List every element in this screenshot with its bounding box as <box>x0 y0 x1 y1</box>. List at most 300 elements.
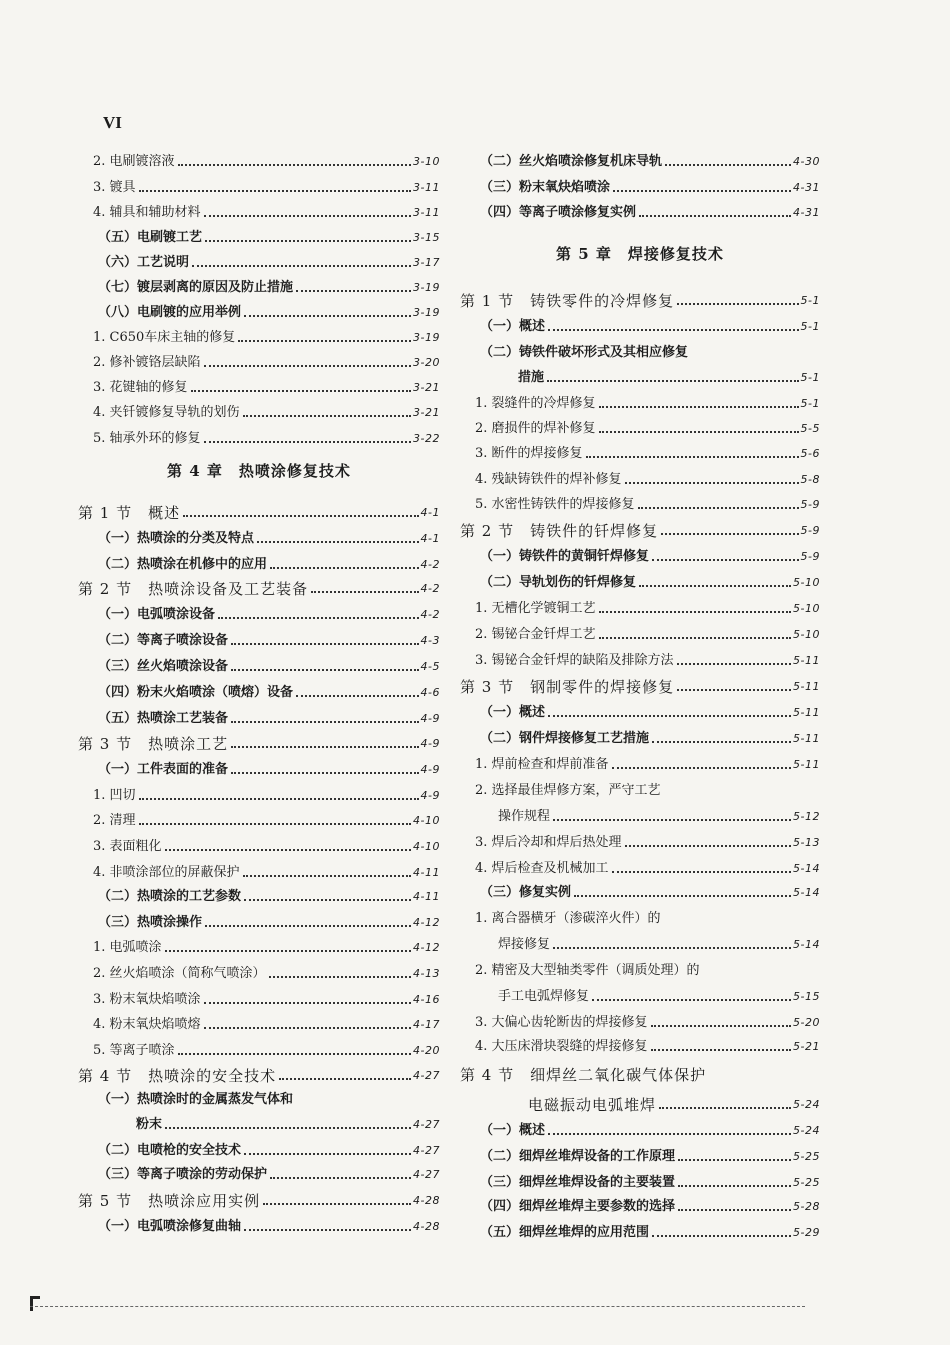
dot-leader <box>204 1002 411 1004</box>
toc-page-number: 5-20 <box>793 1016 820 1029</box>
toc-entry[interactable] <box>460 778 820 800</box>
toc-entry[interactable] <box>460 804 820 826</box>
dot-leader <box>165 950 411 952</box>
dot-leader <box>178 164 411 166</box>
toc-page-number: 4-31 <box>793 181 820 194</box>
toc-section-entry[interactable] <box>78 1063 440 1085</box>
toc-page-number: 5-12 <box>793 810 820 823</box>
dot-leader <box>586 456 799 458</box>
dot-leader <box>263 1203 411 1205</box>
dot-leader <box>231 643 419 645</box>
toc-entry[interactable] <box>78 1138 440 1160</box>
dot-leader <box>678 1159 791 1161</box>
toc-entry[interactable] <box>78 706 440 728</box>
toc-page-number: 5-9 <box>800 498 820 511</box>
toc-entry[interactable] <box>78 1038 440 1060</box>
dot-leader <box>244 1153 411 1155</box>
dot-leader <box>218 617 419 619</box>
toc-page-number: 5-25 <box>793 1150 820 1163</box>
toc-page-number: 4-28 <box>413 1194 440 1207</box>
toc-page-number: 5-28 <box>793 1200 820 1213</box>
toc-entry-title: 1. 电弧喷涂 <box>93 940 162 955</box>
dot-leader <box>243 415 411 417</box>
dot-leader <box>665 164 791 166</box>
toc-entry-title: （二）钢件焊接修复工艺措施 <box>480 731 650 746</box>
toc-page-number: 4-10 <box>413 814 440 827</box>
toc-page-number: 4-11 <box>413 866 440 879</box>
toc-entry-title: （二）丝火焰喷涂修复机床导轨 <box>480 154 663 169</box>
toc-page-number: 4-6 <box>420 686 440 699</box>
toc-entry-title: 3. 锡铋合金钎焊的缺陷及排除方法 <box>475 653 674 668</box>
toc-entry[interactable] <box>460 984 820 1006</box>
toc-page-number: 4-27 <box>413 1144 440 1157</box>
toc-entry[interactable] <box>78 200 440 222</box>
dot-leader <box>638 507 799 509</box>
toc-entry[interactable] <box>78 1214 440 1236</box>
toc-entry[interactable] <box>78 149 440 171</box>
toc-entry-title: 3. 花键轴的修复 <box>93 380 188 395</box>
dot-leader <box>270 1177 411 1179</box>
toc-entry[interactable] <box>78 526 440 548</box>
toc-page-number: 4-11 <box>413 890 440 903</box>
footer-rule <box>30 1306 805 1307</box>
dot-leader <box>625 482 799 484</box>
dot-leader <box>652 1235 791 1237</box>
toc-page-number: 4-2 <box>420 608 440 621</box>
toc-entry[interactable] <box>78 680 440 702</box>
toc-entry-title: 4. 焊后检查及机械加工 <box>475 861 609 876</box>
toc-entry-title: 第 2 节 铸铁件的钎焊修复 <box>460 522 659 540</box>
dot-leader <box>678 1185 791 1187</box>
dot-leader <box>204 1027 411 1029</box>
dot-leader <box>613 190 791 192</box>
toc-entry[interactable] <box>460 467 820 489</box>
dot-leader <box>231 772 419 774</box>
toc-entry-title: 5. 水密性铸铁件的焊接修复 <box>475 497 635 512</box>
toc-page-number: 4-9 <box>420 712 440 725</box>
dot-leader <box>191 390 411 392</box>
toc-entry[interactable] <box>460 906 820 928</box>
toc-entry[interactable] <box>460 441 820 463</box>
toc-page-number: 5-24 <box>793 1098 820 1111</box>
toc-page-number: 4-2 <box>420 558 440 571</box>
toc-page-number: 5-9 <box>800 550 820 563</box>
dot-leader <box>238 340 411 342</box>
toc-page-number: 4-30 <box>793 155 820 168</box>
toc-entry-title: 1. 离合器横牙（渗碳淬火件）的 <box>475 911 661 926</box>
dot-leader <box>231 669 419 671</box>
toc-entry[interactable] <box>460 570 820 592</box>
toc-entry[interactable] <box>78 783 440 805</box>
toc-page-number: 3-20 <box>413 356 440 369</box>
toc-page-number: 4-16 <box>413 993 440 1006</box>
toc-page-number: 5-21 <box>793 1040 820 1053</box>
toc-page-number: 5-14 <box>793 886 820 899</box>
toc-page-number: 5-10 <box>793 602 820 615</box>
toc-entry-title: （一）热喷涂时的金属蒸发气体和 <box>98 1092 294 1107</box>
dot-leader <box>270 567 419 569</box>
toc-entry[interactable] <box>460 932 820 954</box>
toc-entry[interactable] <box>460 1118 820 1140</box>
toc-page-number: 5-1 <box>800 294 820 307</box>
toc-entry-title: 3. 表面粗化 <box>93 839 162 854</box>
toc-entry-title: 第 4 节 细焊丝二氧化碳气体保护 <box>460 1066 707 1084</box>
toc-page-number: 4-12 <box>413 941 440 954</box>
toc-page-number: 3-19 <box>413 331 440 344</box>
toc-page-number: 3-19 <box>413 281 440 294</box>
toc-section-entry[interactable] <box>460 288 820 310</box>
dot-leader <box>599 431 799 433</box>
toc-entry-title: （一）电弧喷涂设备 <box>98 607 216 622</box>
toc-entry[interactable] <box>460 416 820 438</box>
toc-entry-title: （三）粉末氧炔焰喷涂 <box>480 180 611 195</box>
dot-leader <box>139 798 419 800</box>
toc-page-number: 4-5 <box>420 660 440 673</box>
toc-entry[interactable] <box>78 350 440 372</box>
toc-page-number: 4-10 <box>413 840 440 853</box>
toc-page-number: 4-27 <box>413 1118 440 1131</box>
toc-page-number: 5-1 <box>800 320 820 333</box>
toc-entry-title: 2. 磨损件的焊补修复 <box>475 421 596 436</box>
dot-leader <box>204 441 411 443</box>
toc-entry[interactable] <box>460 1220 820 1242</box>
dot-leader <box>139 823 411 825</box>
toc-entry-title: 3. 断件的焊接修复 <box>475 446 583 461</box>
toc-page-number: 4-1 <box>420 532 440 545</box>
toc-entry-title: 第 2 节 热喷涂设备及工艺装备 <box>78 580 309 598</box>
toc-page-number: 5-11 <box>793 654 820 667</box>
toc-entry-title: （四）细焊丝堆焊主要参数的选择 <box>480 1199 676 1214</box>
toc-section-entry[interactable] <box>460 1062 820 1084</box>
toc-page-number: 5-29 <box>793 1226 820 1239</box>
toc-page-number: 3-21 <box>413 381 440 394</box>
toc-entry-title: 4. 残缺铸铁件的焊补修复 <box>475 472 622 487</box>
toc-page-number: 4-3 <box>420 634 440 647</box>
dot-leader <box>678 1209 791 1211</box>
toc-entry-title: （二）铸铁件破坏形式及其相应修复 <box>480 345 689 360</box>
toc-entry-title: 1. 无槽化学镀铜工艺 <box>475 601 596 616</box>
toc-entry[interactable] <box>460 340 820 362</box>
toc-entry-title: 1. 裂缝件的冷焊修复 <box>475 396 596 411</box>
toc-entry-title: 2. 丝火焰喷涂（简称气喷涂） <box>93 966 266 981</box>
dot-leader <box>205 925 411 927</box>
toc-entry[interactable] <box>78 884 440 906</box>
dot-leader <box>204 365 411 367</box>
dot-leader <box>178 1053 411 1055</box>
toc-entry-title: （二）导轨划伤的钎焊修复 <box>480 575 637 590</box>
toc-section-entry[interactable] <box>460 518 820 540</box>
toc-entry-title: 5. 轴承外环的修复 <box>93 431 201 446</box>
toc-entry-title: （七）镀层剥离的原因及防止措施 <box>98 280 294 295</box>
toc-entry[interactable] <box>460 958 820 980</box>
dot-leader <box>599 406 799 408</box>
toc-section-entry[interactable] <box>78 576 440 598</box>
toc-entry-title: （八）电刷镀的应用举例 <box>98 305 242 320</box>
toc-entry[interactable] <box>460 175 820 197</box>
dot-leader <box>244 1229 411 1231</box>
toc-page-number: 4-12 <box>413 916 440 929</box>
toc-entry-title: （一）铸铁件的黄铜钎焊修复 <box>480 549 650 564</box>
toc-entry[interactable] <box>460 1034 820 1056</box>
toc-entry-title: 2. 锡铋合金钎焊工艺 <box>475 627 596 642</box>
dot-leader <box>205 240 411 242</box>
dot-leader <box>677 663 791 665</box>
page-number: VI <box>103 113 122 132</box>
toc-page-number: 4-27 <box>413 1168 440 1181</box>
dot-leader <box>548 1133 791 1135</box>
toc-entry-title: 电磁振动电弧堆焊 <box>528 1096 657 1114</box>
toc-entry[interactable] <box>460 314 820 336</box>
toc-entry-title: （一）概述 <box>480 705 546 720</box>
toc-section-entry[interactable] <box>460 674 820 696</box>
toc-entry[interactable] <box>460 856 820 878</box>
toc-entry[interactable] <box>460 200 820 222</box>
toc-page-number: 5-9 <box>800 524 820 537</box>
toc-entry[interactable] <box>460 391 820 413</box>
toc-page-number: 4-31 <box>793 206 820 219</box>
dot-leader <box>548 715 791 717</box>
dot-leader <box>574 895 791 897</box>
toc-entry[interactable] <box>78 1162 440 1184</box>
dot-leader <box>652 741 791 743</box>
dot-leader <box>592 999 791 1001</box>
chapter-heading: 第 5 章 焊接修复技术 <box>556 245 724 263</box>
toc-entry[interactable] <box>460 1170 820 1192</box>
toc-entry[interactable] <box>78 757 440 779</box>
toc-page-number: 3-19 <box>413 306 440 319</box>
toc-page-number: 5-5 <box>800 422 820 435</box>
chapter-heading: 第 4 章 热喷涂修复技术 <box>167 462 351 480</box>
toc-entry[interactable] <box>78 860 440 882</box>
dot-leader <box>192 265 411 267</box>
toc-entry-title: （三）细焊丝堆焊设备的主要装置 <box>480 1175 676 1190</box>
toc-entry-title: 2. 选择最佳焊修方案，严守工艺 <box>475 783 661 798</box>
toc-page-number: 5-13 <box>793 836 820 849</box>
toc-entry-title: （二）等离子喷涂设备 <box>98 633 229 648</box>
toc-entry[interactable] <box>78 552 440 574</box>
toc-entry-title: （四）粉末火焰喷涂（喷熔）设备 <box>98 685 294 700</box>
dot-leader <box>548 329 799 331</box>
toc-page-number: 5-6 <box>800 447 820 460</box>
toc-page-number: 5-25 <box>793 1176 820 1189</box>
dot-leader <box>257 541 419 543</box>
toc-entry-title: （三）修复实例 <box>480 885 572 900</box>
dot-leader <box>599 611 791 613</box>
toc-entry-title: 焊接修复 <box>498 937 551 952</box>
toc-entry-title: （五）细焊丝堆焊的应用范围 <box>480 1225 650 1240</box>
dot-leader <box>651 1025 791 1027</box>
toc-entry-title: 3. 镀具 <box>93 180 136 195</box>
toc-page-number: 4-1 <box>420 506 440 519</box>
toc-entry[interactable] <box>460 149 820 171</box>
toc-page-number: 5-11 <box>793 732 820 745</box>
toc-entry-title: （一）电弧喷涂修复曲轴 <box>98 1219 242 1234</box>
toc-page-number: 4-28 <box>413 1220 440 1233</box>
toc-entry-title: （五）电刷镀工艺 <box>98 230 203 245</box>
dot-leader <box>296 290 411 292</box>
toc-entry-title: （四）等离子喷涂修复实例 <box>480 205 637 220</box>
toc-entry[interactable] <box>460 622 820 644</box>
toc-entry-title: 2. 精密及大型轴类零件（调质处理）的 <box>475 963 700 978</box>
toc-entry[interactable] <box>78 1087 440 1109</box>
toc-entry-title: 1. 焊前检查和焊前准备 <box>475 757 609 772</box>
toc-entry-title: （二）细焊丝堆焊设备的工作原理 <box>480 1149 676 1164</box>
toc-page-number: 5-24 <box>793 1124 820 1137</box>
dot-leader <box>243 875 411 877</box>
toc-entry-title: 4. 大压床滑块裂缝的焊接修复 <box>475 1039 648 1054</box>
toc-entry-title: （三）热喷涂操作 <box>98 915 203 930</box>
dot-leader <box>231 721 419 723</box>
toc-entry-title: 措施 <box>518 370 545 385</box>
toc-page-number: 3-17 <box>413 256 440 269</box>
toc-entry[interactable] <box>78 400 440 422</box>
dot-leader <box>612 871 791 873</box>
toc-entry-title: 粉末 <box>136 1117 163 1132</box>
toc-section-entry[interactable] <box>78 1188 440 1210</box>
toc-entry-title: 3. 大偏心齿轮断齿的焊接修复 <box>475 1015 648 1030</box>
toc-page-number: 5-14 <box>793 862 820 875</box>
toc-entry-title: （三）等离子喷涂的劳动保护 <box>98 1167 268 1182</box>
toc-entry[interactable] <box>78 300 440 322</box>
toc-entry-title: 第 1 节 铸铁零件的冷焊修复 <box>460 292 675 310</box>
toc-entry[interactable] <box>78 654 440 676</box>
toc-entry-title: 2. 清理 <box>93 813 136 828</box>
toc-entry[interactable] <box>78 1112 440 1134</box>
toc-entry[interactable] <box>78 834 440 856</box>
toc-entry[interactable] <box>460 880 820 902</box>
dot-leader <box>677 303 798 305</box>
toc-entry[interactable] <box>460 830 820 852</box>
toc-entry[interactable] <box>78 275 440 297</box>
toc-page-number: 4-2 <box>420 582 440 595</box>
toc-entry-title: 3. 粉末氧炔焰喷涂 <box>93 992 201 1007</box>
dot-leader <box>553 819 791 821</box>
toc-entry[interactable] <box>460 1144 820 1166</box>
toc-entry[interactable] <box>78 987 440 1009</box>
toc-entry-title: 第 3 节 热喷涂工艺 <box>78 735 229 753</box>
toc-page-number: 3-11 <box>413 181 440 194</box>
toc-entry-title: 第 1 节 概述 <box>78 504 181 522</box>
toc-entry[interactable] <box>460 1010 820 1032</box>
toc-section-entry[interactable] <box>78 500 440 522</box>
toc-page-number: 5-11 <box>793 706 820 719</box>
toc-entry[interactable] <box>78 426 440 448</box>
dot-leader <box>269 976 411 978</box>
dot-leader <box>311 591 418 593</box>
toc-entry[interactable] <box>460 648 820 670</box>
toc-entry[interactable] <box>78 175 440 197</box>
toc-entry-title: （二）热喷涂在机修中的应用 <box>98 557 268 572</box>
toc-entry-title: （六）工艺说明 <box>98 255 190 270</box>
toc-entry[interactable] <box>78 225 440 247</box>
toc-page-number: 4-20 <box>413 1044 440 1057</box>
toc-entry-title: 第 5 节 热喷涂应用实例 <box>78 1192 261 1210</box>
toc-entry[interactable] <box>460 596 820 618</box>
toc-page-number: 3-22 <box>413 432 440 445</box>
dot-leader <box>651 1049 791 1051</box>
dot-leader <box>231 746 418 748</box>
dot-leader <box>279 1078 411 1080</box>
toc-entry-title: 4. 夹钎镀修复导轨的划伤 <box>93 405 240 420</box>
dot-leader <box>659 1107 791 1109</box>
toc-entry[interactable] <box>460 726 820 748</box>
toc-page-number: 4-17 <box>413 1018 440 1031</box>
toc-entry[interactable] <box>78 375 440 397</box>
dot-leader <box>165 849 411 851</box>
toc-entry-title: 2. 电刷镀溶液 <box>93 154 175 169</box>
toc-entry-title: 1. 凹切 <box>93 788 136 803</box>
toc-page-number: 5-1 <box>800 371 820 384</box>
toc-entry[interactable] <box>460 365 820 387</box>
dot-leader <box>183 515 418 517</box>
toc-page-number: 5-8 <box>800 473 820 486</box>
dot-leader <box>677 689 791 691</box>
dot-leader <box>652 559 799 561</box>
toc-entry[interactable] <box>78 325 440 347</box>
toc-entry[interactable] <box>78 1012 440 1034</box>
toc-entry[interactable] <box>460 1194 820 1216</box>
scan-corner-mark <box>30 1296 40 1311</box>
toc-page-number: 3-11 <box>413 206 440 219</box>
toc-section-entry[interactable] <box>460 1092 820 1114</box>
toc-entry[interactable] <box>460 492 820 514</box>
toc-entry[interactable] <box>78 808 440 830</box>
toc-section-entry[interactable] <box>78 731 440 753</box>
toc-entry-title: （一）热喷涂的分类及特点 <box>98 531 255 546</box>
toc-page-number: 3-15 <box>413 231 440 244</box>
toc-page-number: 5-10 <box>793 576 820 589</box>
toc-page-number: 5-14 <box>793 938 820 951</box>
toc-entry-title: 手工电弧焊修复 <box>498 989 590 1004</box>
dot-leader <box>639 585 791 587</box>
toc-page-number: 5-11 <box>793 758 820 771</box>
toc-entry[interactable] <box>78 628 440 650</box>
toc-entry-title: 第 3 节 钢制零件的焊接修复 <box>460 678 675 696</box>
toc-entry[interactable] <box>78 910 440 932</box>
dot-leader <box>639 215 791 217</box>
dot-leader <box>553 947 791 949</box>
toc-entry[interactable] <box>460 700 820 722</box>
toc-entry-title: 2. 修补镀铬层缺陷 <box>93 355 201 370</box>
toc-entry-title: 4. 辅具和辅助材料 <box>93 205 201 220</box>
dot-leader <box>625 845 791 847</box>
toc-page-number: 4-9 <box>420 789 440 802</box>
toc-page-number: 4-9 <box>420 737 440 750</box>
toc-entry[interactable] <box>78 935 440 957</box>
dot-leader <box>204 215 411 217</box>
toc-entry[interactable] <box>78 602 440 624</box>
toc-entry[interactable] <box>78 961 440 983</box>
toc-page-number: 4-9 <box>420 763 440 776</box>
toc-entry[interactable] <box>78 250 440 272</box>
toc-entry-title: （一）工件表面的准备 <box>98 762 229 777</box>
toc-entry-title: （五）热喷涂工艺装备 <box>98 711 229 726</box>
dot-leader <box>244 315 411 317</box>
dot-leader <box>599 637 791 639</box>
toc-page-number: 3-10 <box>413 155 440 168</box>
dot-leader <box>165 1127 411 1129</box>
toc-entry-title: （二）电喷枪的安全技术 <box>98 1143 242 1158</box>
toc-page-number: 5-10 <box>793 628 820 641</box>
dot-leader <box>139 190 411 192</box>
dot-leader <box>612 767 791 769</box>
toc-entry-title: （一）概述 <box>480 1123 546 1138</box>
toc-page-number: 5-15 <box>793 990 820 1003</box>
toc-entry-title: 操作规程 <box>498 809 551 824</box>
toc-entry[interactable] <box>460 752 820 774</box>
toc-entry-title: （一）概述 <box>480 319 546 334</box>
toc-entry[interactable] <box>460 544 820 566</box>
